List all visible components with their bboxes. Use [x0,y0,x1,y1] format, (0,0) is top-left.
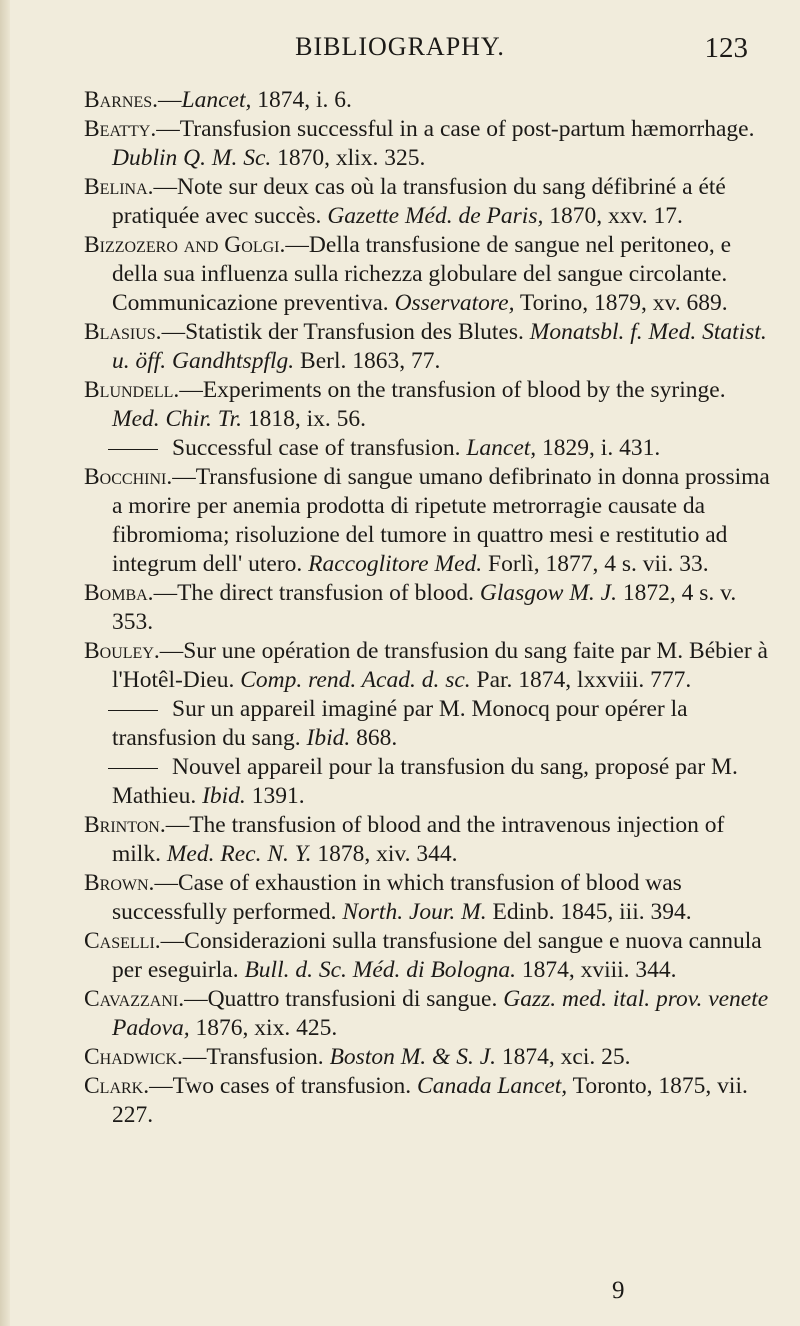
entry-journal: Med. Rec. N. Y. [166,841,312,867]
entry-citation: 1391. [245,783,305,809]
entry-citation: 1818, ix. 56. [241,406,366,432]
entry-journal: Raccoglitore Med. [308,551,483,577]
entry-text: —Della transfusione de sangue nel peritoneo, e della sua influenza sulla richezza globulare del sangue circolante. Communicazione preventiva. [112,232,732,316]
ditto-dash [108,768,158,769]
entry-citation: 1874, xci. 25. [496,1044,631,1070]
entry-citation: 868. [350,725,398,751]
entry-author: Blasius. [84,319,162,345]
signature-mark: 9 [612,1277,625,1304]
entry-text: —The transfusion of blood and the intravenous injection of milk. [112,812,725,867]
bibliography-entry [84,985,774,1043]
bibliography-entry [84,927,774,985]
entry-author: Bouley. [84,638,160,664]
entry-journal: Gazz. med. ital. prov. venete Padova, [112,986,769,1041]
bibliography-entry [84,231,774,318]
entry-journal: Osservatore, [394,290,515,316]
entry-author: Brown. [84,870,155,896]
entry-journal: Gazette Méd. de Paris, [327,203,544,229]
entry-text: —Case of exhaustion in which transfusion of blood was successfully performed. [112,870,682,925]
entry-journal: Glasgow M. J. [479,580,617,606]
entry-author: Chadwick. [84,1044,183,1070]
bibliography-entry [84,86,774,115]
entry-text: — [158,87,182,113]
entry-text: Successful case of transfusion. [172,435,467,461]
entry-text: Nouvel appareil pour la transfusion du sang, proposé par M. Mathieu. [112,754,738,809]
entry-citation: 1872, 4 s. v. 353. [112,580,737,635]
ditto-dash [108,710,158,711]
entry-text: —Transfusion successful in a case of post-partum hæmorrhage. [156,116,755,142]
entry-citation: Torino, 1879, xv. 689. [514,290,728,316]
bibliography-entry [84,173,774,231]
entry-author: Bomba. [84,580,154,606]
entry-citation: Berl. 1863, 77. [294,348,441,374]
entry-citation: 1874, i. 6. [251,87,352,113]
entry-author: Bizzozero and Golgi. [84,232,286,258]
bibliography-list [84,86,774,1130]
bibliography-entry [84,637,774,695]
entry-text: —Statistik der Transfusion des Blutes. [161,319,530,345]
entry-citation: 1874, xviii. 344. [515,957,677,983]
entry-author: Caselli. [84,928,161,954]
entry-author: Clark. [84,1073,150,1099]
entry-journal: Dublin Q. M. Sc. [112,145,272,171]
page-number: 123 [704,32,748,64]
bibliography-entry-continued [84,434,774,463]
bibliography-entry [84,869,774,927]
entry-journal: Med. Chir. Tr. [112,406,242,432]
entry-citation: 1870, xlix. 325. [271,145,426,171]
entry-journal: Boston M. & S. J. [329,1044,497,1070]
bibliography-entry [84,811,774,869]
running-head: BIBLIOGRAPHY. [295,32,505,61]
entry-text: —Two cases of transfusion. [149,1073,418,1099]
entry-journal: Ibid. [306,725,351,751]
bibliography-entry [84,115,774,173]
entry-citation: Edinb. 1845, iii. 394. [486,899,692,925]
bibliography-entry-continued [84,753,774,811]
entry-journal: Bull. d. Sc. Méd. di Bologna. [244,957,516,983]
entry-journal: Monatsbl. f. Med. Statist. u. öff. Gandhtspflg. [112,319,767,374]
entry-journal: Ibid. [202,783,246,809]
entry-journal: Canada Lancet, [417,1073,568,1099]
page-edge [0,0,10,1326]
bibliography-entry [84,1043,774,1072]
entry-text: —Quattro transfusioni di sangue. [184,986,504,1012]
entry-journal: Lancet, [181,87,252,113]
entry-author: Barnes. [84,87,159,113]
bibliography-entry [84,579,774,637]
entry-citation: 1829, i. 431. [536,435,661,461]
bibliography-entry-continued [84,695,774,753]
entry-citation: 1878, xiv. 344. [311,841,458,867]
entry-text: —The direct transfusion of blood. [153,580,480,606]
entry-citation: 1870, xxv. 17. [543,203,683,229]
entry-author: Belina. [84,174,154,200]
entry-author: Blundell. [84,377,180,403]
entry-journal: North. Jour. M. [342,899,487,925]
entry-author: Beatty. [84,116,157,142]
entry-journal: Comp. rend. Acad. d. sc. [240,667,471,693]
entry-journal: Lancet, [466,435,537,461]
bibliography-entry [84,463,774,579]
entry-citation: Forlì, 1877, 4 s. vii. 33. [482,551,709,577]
entry-text: —Experiments on the transfusion of blood by the syringe. [179,377,726,403]
entry-citation: Toronto, 1875, vii. 227. [112,1073,748,1128]
bibliography-entry [84,1072,774,1130]
entry-text: —Considerazioni sulla transfusione del sangue e nuova cannula per eseguirla. [112,928,762,983]
entry-text: —Transfusione di sangue umano defibrinato in donna prossima a morire per anemia prodotta di ripetute metrorragie causate da fibromioma; risoluzione del tumore in quattro mesi e restitutio ad integrum dell' utero. [112,464,770,577]
entry-text: —Note sur deux cas où la transfusion du sang défibriné a été pratiquée avec succès. [112,174,726,229]
ditto-dash [108,449,158,450]
entry-author: Bocchini. [84,464,173,490]
entry-author: Brinton. [84,812,166,838]
bibliography-entry [84,376,774,434]
entry-text: —Sur une opération de transfusion du sang faite par M. Bébier à l'Hotêl-Dieu. [112,638,768,693]
entry-author: Cavazzani. [84,986,185,1012]
entry-text: Sur un appareil imaginé par M. Monocq pour opérer la transfusion du sang. [112,696,688,751]
page-header [0,32,800,68]
bibliography-entry [84,318,774,376]
entry-citation: 1876, xix. 425. [189,1015,338,1041]
entry-text: —Transfusion. [182,1044,330,1070]
entry-citation: Par. 1874, lxxviii. 777. [470,667,692,693]
